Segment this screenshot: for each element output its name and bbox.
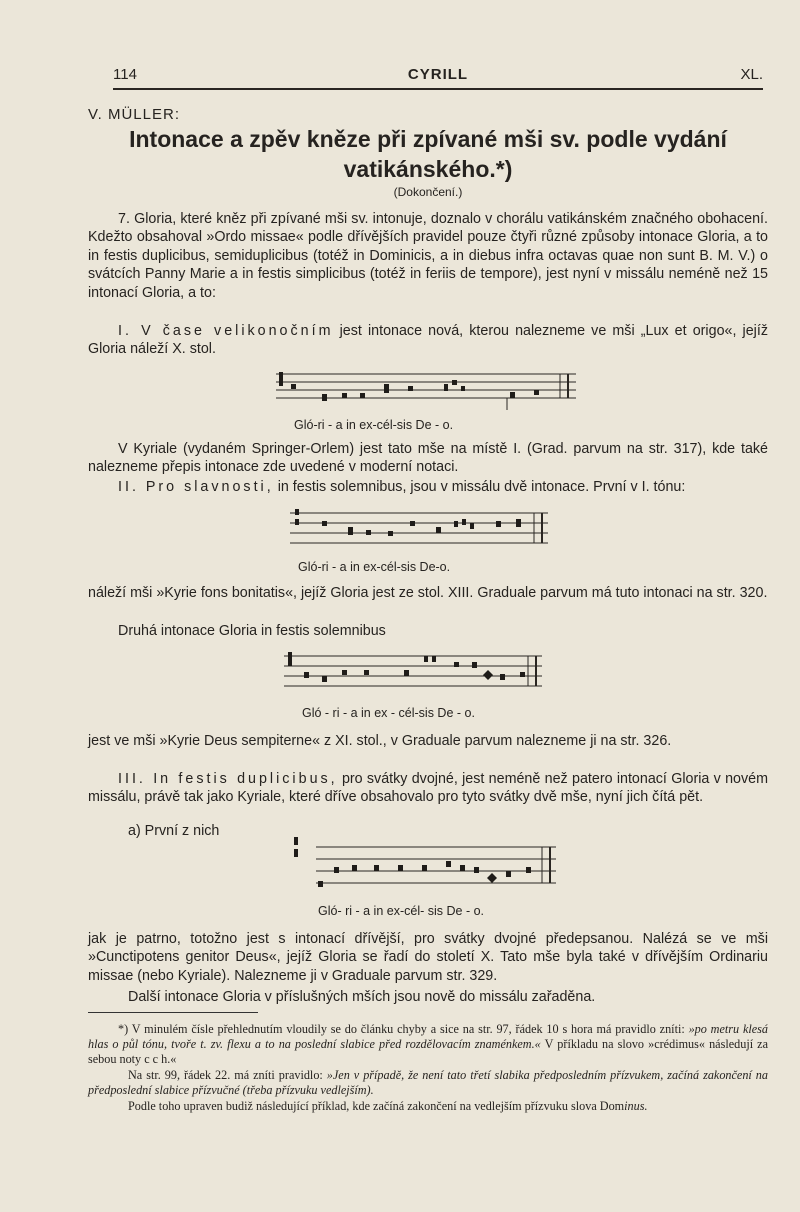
footnote-text: Na str. 99, řádek 22. má zníti pravidlo: [128,1068,327,1082]
paragraph-second-solemn: Druhá intonace Gloria in festis solemnibus [118,623,386,639]
footnote-3 [88,1099,768,1114]
paragraph-solemn [88,478,768,496]
issue-number: XL. [740,66,763,83]
chant-example-4 [294,835,560,899]
chant-example-1 [276,368,586,414]
chant-lyrics-4: Gló- ri - a in ex-cél- sis De - o. [318,904,485,918]
paragraph-kyriale: V Kyriale (vydaném Springer-Orlem) jest tato mše na místě I. (Grad. parvum na str. 317), kde také nalezneme přepis intonace zde uvedené v moderní notaci. [88,441,768,476]
title-line-2: vatikánského.*) [343,156,513,182]
footnote-text: V příkladu na slovo »crédimus« následují za sebou noty c c h.« [88,1037,769,1067]
paragraph-deus-sempiterne: jest ve mši »Kyrie Deus sempiterne« z XI. stol., v Graduale parvum nalezneme ji na str. 326. [88,733,672,749]
header-rule [113,88,763,90]
chant-lyrics-2: Gló-ri - a in ex-cél-sis De-o. [298,560,451,574]
footnote-text: *) V minulém čísle přehlednutím vloudily se do článku chyby a sice na str. 97, řádek 10 s hora má pravidlo zníti: [118,1022,689,1036]
paragraph-gloria-intro: 7. Gloria, které kněz při zpívané mši sv. intonuje, doznalo v chorálu vatikánském značného obohacení. Kdežto obsahoval »Ordo missae« podle dřívějších pravidel pouze čtyři různé způsoby intonace Gloria, a to in festis duplicibus, semiduplicibus (totéž in Dominicis, a in diebus infra octavas quae non sunt B. M. V.) o svátcích Panny Marie a in festis simplicibus (totéž in feriis de tempore), jest nyní v missálu neméně než 15 intonací Gloria, a to: [88,211,768,301]
journal-title: CYRILL [407,66,469,83]
footnote-quote: »Jen v případě, že není tato třetí slabika předposledním přízvukem, začíná zakončení na předposlední slabice přízvučné (třeba přízvuku vedlejším). [88,1068,768,1098]
chant-lyrics-3: Gló - ri - a in ex - cél-sis De - o. [302,706,475,720]
paragraph-text: in festis solemnibus, jsou v missálu dvě intonace. První v I. tónu: [273,479,686,495]
article-title [88,124,768,184]
paragraph-easter [88,322,768,359]
paragraph-first-of-them: a) První z nich [128,823,220,839]
section-lead: II. Pro slavnosti, [118,479,274,495]
chant-lyrics-1: Gló-ri - a in ex-cél-sis De - o. [294,418,454,432]
footnote-rule [88,1012,258,1013]
paragraph-text: jest intonace nová, kterou nalezneme ve mši „Lux et origo«, jejíž Gloria náleží X. stol. [88,323,768,358]
chant-example-3 [284,648,546,698]
footnote-quote: »po metru klesá hlas o půl tónu, tvoře t. zv. flexu a to na poslední slabice před rozdělovacím znaménkem.« [88,1022,768,1052]
article-subtitle: (Dokončení.) [393,185,463,199]
article-author: V. MÜLLER: [88,106,180,123]
section-lead: III. In festis duplicibus, [118,771,338,787]
paragraph-text: pro svátky dvojné, jest neméně než patero intonací Gloria v novém missálu, právě tak jako Kyriale, které dříve obsahovalo pro tyto svátky dvě mše, nyní jich čítá pět. [88,771,768,806]
page-number: 114 [113,66,137,83]
footnote-text: Podle toho upraven budiž následující příklad, kde začíná zakončení na vedlejším přízvuku slova Dom [128,1099,625,1113]
paragraph-fons-bonitatis: náleží mši »Kyrie fons bonitatis«, jejíž Gloria jest ze stol. XIII. Graduale parvum má tuto intonaci na str. 320. [88,585,768,601]
section-lead: I. V čase velikonočním [118,323,334,339]
paragraph-further-intonations: Další intonace Gloria v příslušných mších jsou nově do missálu zařaděna. [128,989,596,1005]
page-header [113,66,763,90]
footnote-quote: inus. [624,1099,648,1113]
footnote-1 [88,1022,768,1068]
paragraph-cunctipotens: jak je patrno, totožno jest s intonací dřívější, pro svátky dvojné předepsanou. Nalézá se ve mši »Cunctipotens genitor Deus«, jejíž Gloria se řadí do století X. Tato mše byla také v dřívějším Ordinariu missae (nebo Kyriale). Nalezneme ji v Graduale parvum str. 329. [88,931,768,984]
chant-example-2 [290,505,552,553]
footnote-2 [88,1068,768,1098]
title-line-1: Intonace a zpěv kněze při zpívané mši sv. podle vydání [129,126,727,152]
paragraph-duplicibus [88,770,768,807]
